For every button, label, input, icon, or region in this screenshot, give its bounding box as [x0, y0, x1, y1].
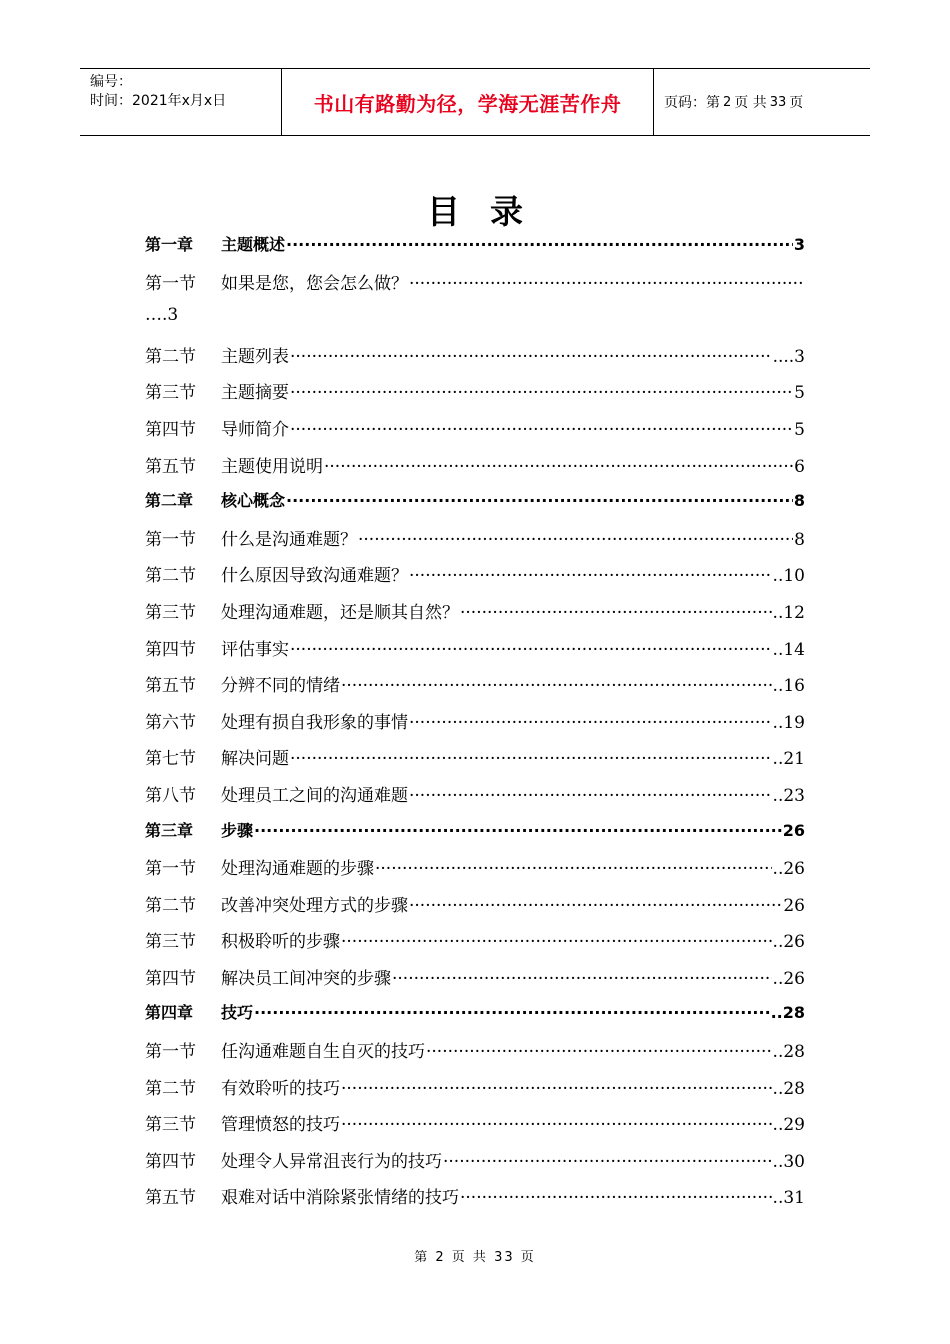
toc-entry-label: 第二节	[145, 566, 196, 587]
toc-entry-page: ..28	[772, 1042, 805, 1063]
toc-leader-dots	[443, 1152, 772, 1172]
toc-entry-label: 第三节	[145, 602, 196, 623]
toc-entry-page: ..30	[772, 1151, 805, 1172]
toc-entry-label: 第二节	[145, 1078, 196, 1099]
toc-section-row[interactable]	[145, 744, 805, 781]
toc-entry-page: 6	[794, 456, 805, 477]
toc-entry-page: ..16	[772, 676, 805, 697]
toc-entry-title: 主题概述	[221, 235, 286, 254]
toc-entry-label: 第五节	[145, 676, 196, 697]
toc-entry-page: ..26	[772, 968, 805, 989]
header-page-current: 2	[723, 94, 732, 110]
toc-leader-dots	[409, 274, 804, 294]
toc-section-row[interactable]	[145, 1037, 805, 1074]
toc-entry-page: ..26	[772, 859, 805, 880]
toc-section-row[interactable]	[145, 964, 805, 1001]
toc-entry-label: 第四章	[145, 1003, 194, 1023]
toc-entry-title: 如果是您，您会怎么做？	[221, 273, 408, 294]
footer-page-current: 2	[435, 1250, 446, 1265]
toc-entry-label: 第七节	[145, 749, 196, 770]
toc-entry-page: 5	[794, 419, 805, 440]
toc-entry-page: ....3	[772, 346, 805, 367]
document-number-label: 编号：	[90, 74, 132, 90]
toc-entry-title: 改善冲突处理方式的步骤	[221, 895, 408, 916]
toc-entry-label: 第六节	[145, 712, 196, 733]
toc-section-row[interactable]	[145, 1074, 805, 1111]
toc-entry-title: 什么是沟通难题？	[221, 529, 357, 550]
page-header	[80, 68, 870, 136]
toc-leader-dots	[290, 383, 793, 403]
toc-entry-label: 第二节	[145, 346, 196, 367]
toc-entry-page: 26	[782, 820, 805, 840]
toc-chapter-row[interactable]	[145, 818, 805, 855]
toc-leader-dots	[409, 713, 772, 733]
toc-entry-title: 分辨不同的情绪	[221, 676, 340, 697]
toc-entry-title: 管理愤怒的技巧	[221, 1115, 340, 1136]
toc-entry-label: 第四节	[145, 1151, 196, 1172]
toc-entry-title: 艰难对话中消除紧张情绪的技巧	[221, 1188, 459, 1209]
toc-entry-label: 第八节	[145, 785, 196, 806]
toc-leader-dots	[341, 1115, 772, 1135]
toc-entry-page: ..21	[772, 749, 805, 770]
toc-entry-title: 步骤	[221, 820, 254, 840]
toc-entry-title: 处理沟通难题，还是顺其自然？	[221, 602, 459, 623]
toc-entry-label: 第二节	[145, 895, 196, 916]
toc-entry-label: 第一节	[145, 859, 196, 880]
toc-entry-page: 3	[793, 235, 805, 254]
toc-entry-label: 第一章	[145, 235, 194, 254]
toc-leader-dots	[409, 566, 772, 586]
toc-entry-label: 第五节	[145, 456, 196, 477]
toc-entry-label: 第四节	[145, 968, 196, 989]
toc-entry-title: 主题列表	[221, 346, 289, 367]
toc-entry-page: ..28	[770, 1003, 805, 1023]
toc-entry-label: 第三节	[145, 932, 196, 953]
toc-section-row[interactable]	[145, 378, 805, 415]
header-meta	[80, 69, 282, 135]
toc-leader-dots	[290, 749, 772, 769]
toc-title: 目录	[427, 192, 553, 231]
toc-entry-title: 处理令人异常沮丧行为的技巧	[221, 1151, 442, 1172]
header-page-prefix: 页码：第	[664, 95, 720, 111]
toc-leader-dots	[460, 603, 772, 623]
page-footer	[0, 1246, 950, 1265]
toc-section-row[interactable]	[145, 342, 805, 379]
toc-entry-page: ..10	[772, 566, 805, 587]
toc-section-row[interactable]	[145, 891, 805, 928]
toc-entry-title: 技巧	[221, 1003, 254, 1023]
toc-entry-title: 评估事实	[221, 639, 289, 660]
toc-section-row[interactable]	[145, 781, 805, 818]
toc-entry-page: ..26	[772, 932, 805, 953]
toc-entry-title: 积极聆听的步骤	[221, 932, 340, 953]
toc-entry-label: 第一节	[145, 273, 196, 294]
toc-entry-label: 第四节	[145, 639, 196, 660]
toc-leader-dots	[358, 530, 793, 550]
toc-entry-page-continued: ….3	[145, 305, 179, 326]
header-page-mid: 页 共	[734, 95, 767, 111]
toc-entry-label: 第一节	[145, 1042, 196, 1063]
toc-leader-dots	[290, 347, 772, 367]
toc-section-row[interactable]	[145, 525, 805, 562]
toc-section-row[interactable]	[145, 269, 805, 306]
toc-chapter-row[interactable]	[145, 232, 805, 269]
toc-entry-page: 5	[794, 383, 805, 404]
toc-entry-label: 第三章	[145, 820, 194, 840]
toc-entry-title: 主题摘要	[221, 383, 289, 404]
toc-section-row[interactable]	[145, 671, 805, 708]
toc-entry-label: 第三节	[145, 383, 196, 404]
toc-leader-dots	[290, 640, 772, 660]
toc-entry-title: 任沟通难题自生自灭的技巧	[221, 1042, 425, 1063]
toc-entry-page: ..29	[772, 1115, 805, 1136]
toc-entry-title: 有效聆听的技巧	[221, 1078, 340, 1099]
toc-leader-dots	[286, 235, 793, 254]
toc-entry-title: 主题使用说明	[221, 456, 323, 477]
toc-entry-page: ..23	[772, 785, 805, 806]
footer-page-total: 33	[494, 1250, 515, 1265]
toc-leader-dots	[409, 786, 772, 806]
header-page-total: 33	[769, 94, 787, 110]
toc-entry-title: 处理沟通难题的步骤	[221, 859, 374, 880]
footer-mid: 页 共	[451, 1250, 488, 1265]
toc-entry-page: ..19	[772, 712, 805, 733]
toc-leader-dots	[341, 1079, 772, 1099]
footer-prefix: 第	[414, 1250, 430, 1265]
toc-entry-label: 第五节	[145, 1188, 196, 1209]
toc-entry-page: ..28	[772, 1078, 805, 1099]
toc-entry-page: ..31	[772, 1188, 805, 1209]
toc-section-row[interactable]	[145, 415, 805, 452]
toc-entry-title: 处理员工之间的沟通难题	[221, 785, 408, 806]
toc-section-row[interactable]	[145, 854, 805, 891]
toc-entry-label: 第一节	[145, 529, 196, 550]
toc-leader-dots	[392, 969, 772, 989]
toc-chapter-row[interactable]	[145, 488, 805, 525]
header-page-info	[654, 69, 870, 135]
toc-leader-dots	[286, 491, 793, 510]
toc-entry-title: 解决员工间冲突的步骤	[221, 968, 391, 989]
toc-entry-page: ..14	[772, 639, 805, 660]
toc-leader-dots	[341, 676, 772, 696]
toc-section-row[interactable]	[145, 598, 805, 635]
document-date: 时间：2021年x月x日	[90, 93, 227, 109]
toc-chapter-row[interactable]	[145, 1000, 805, 1037]
toc-section-row[interactable]	[145, 635, 805, 672]
table-of-contents	[145, 232, 805, 1220]
toc-entry-label: 第三节	[145, 1115, 196, 1136]
header-motto: 书山有路勤为径，学海无涯苦作舟	[282, 69, 654, 135]
toc-entry-page: ..12	[772, 602, 805, 623]
toc-leader-dots	[375, 859, 772, 879]
toc-entry-title: 解决问题	[221, 749, 289, 770]
toc-entry-title: 导师简介	[221, 419, 289, 440]
toc-entry-page: 26	[783, 895, 805, 916]
toc-entry-page: 8	[794, 529, 805, 550]
toc-section-row[interactable]	[145, 1147, 805, 1184]
toc-entry-title: 核心概念	[221, 491, 286, 511]
toc-section-row[interactable]	[145, 561, 805, 598]
toc-leader-dots	[290, 420, 793, 440]
header-page-suffix: 页	[789, 95, 804, 111]
toc-leader-dots	[426, 1042, 772, 1062]
toc-section-row[interactable]	[145, 1110, 805, 1147]
toc-leader-dots	[254, 821, 782, 840]
toc-entry-title: 处理有损自我形象的事情	[221, 712, 408, 733]
toc-leader-dots	[324, 457, 793, 477]
toc-entry-label: 第四节	[145, 419, 196, 440]
footer-suffix: 页	[520, 1250, 536, 1265]
toc-section-row[interactable]	[145, 927, 805, 964]
toc-section-row[interactable]	[145, 452, 805, 489]
toc-leader-dots	[341, 932, 772, 952]
toc-section-row[interactable]	[145, 708, 805, 745]
toc-entry-title: 什么原因导致沟通难题？	[221, 566, 408, 587]
toc-leader-dots	[409, 896, 782, 916]
toc-leader-dots	[460, 1188, 772, 1208]
toc-entry-label: 第二章	[145, 491, 194, 511]
toc-entry-page: 8	[793, 491, 805, 511]
toc-leader-dots	[254, 1003, 770, 1022]
toc-section-row[interactable]	[145, 1183, 805, 1220]
